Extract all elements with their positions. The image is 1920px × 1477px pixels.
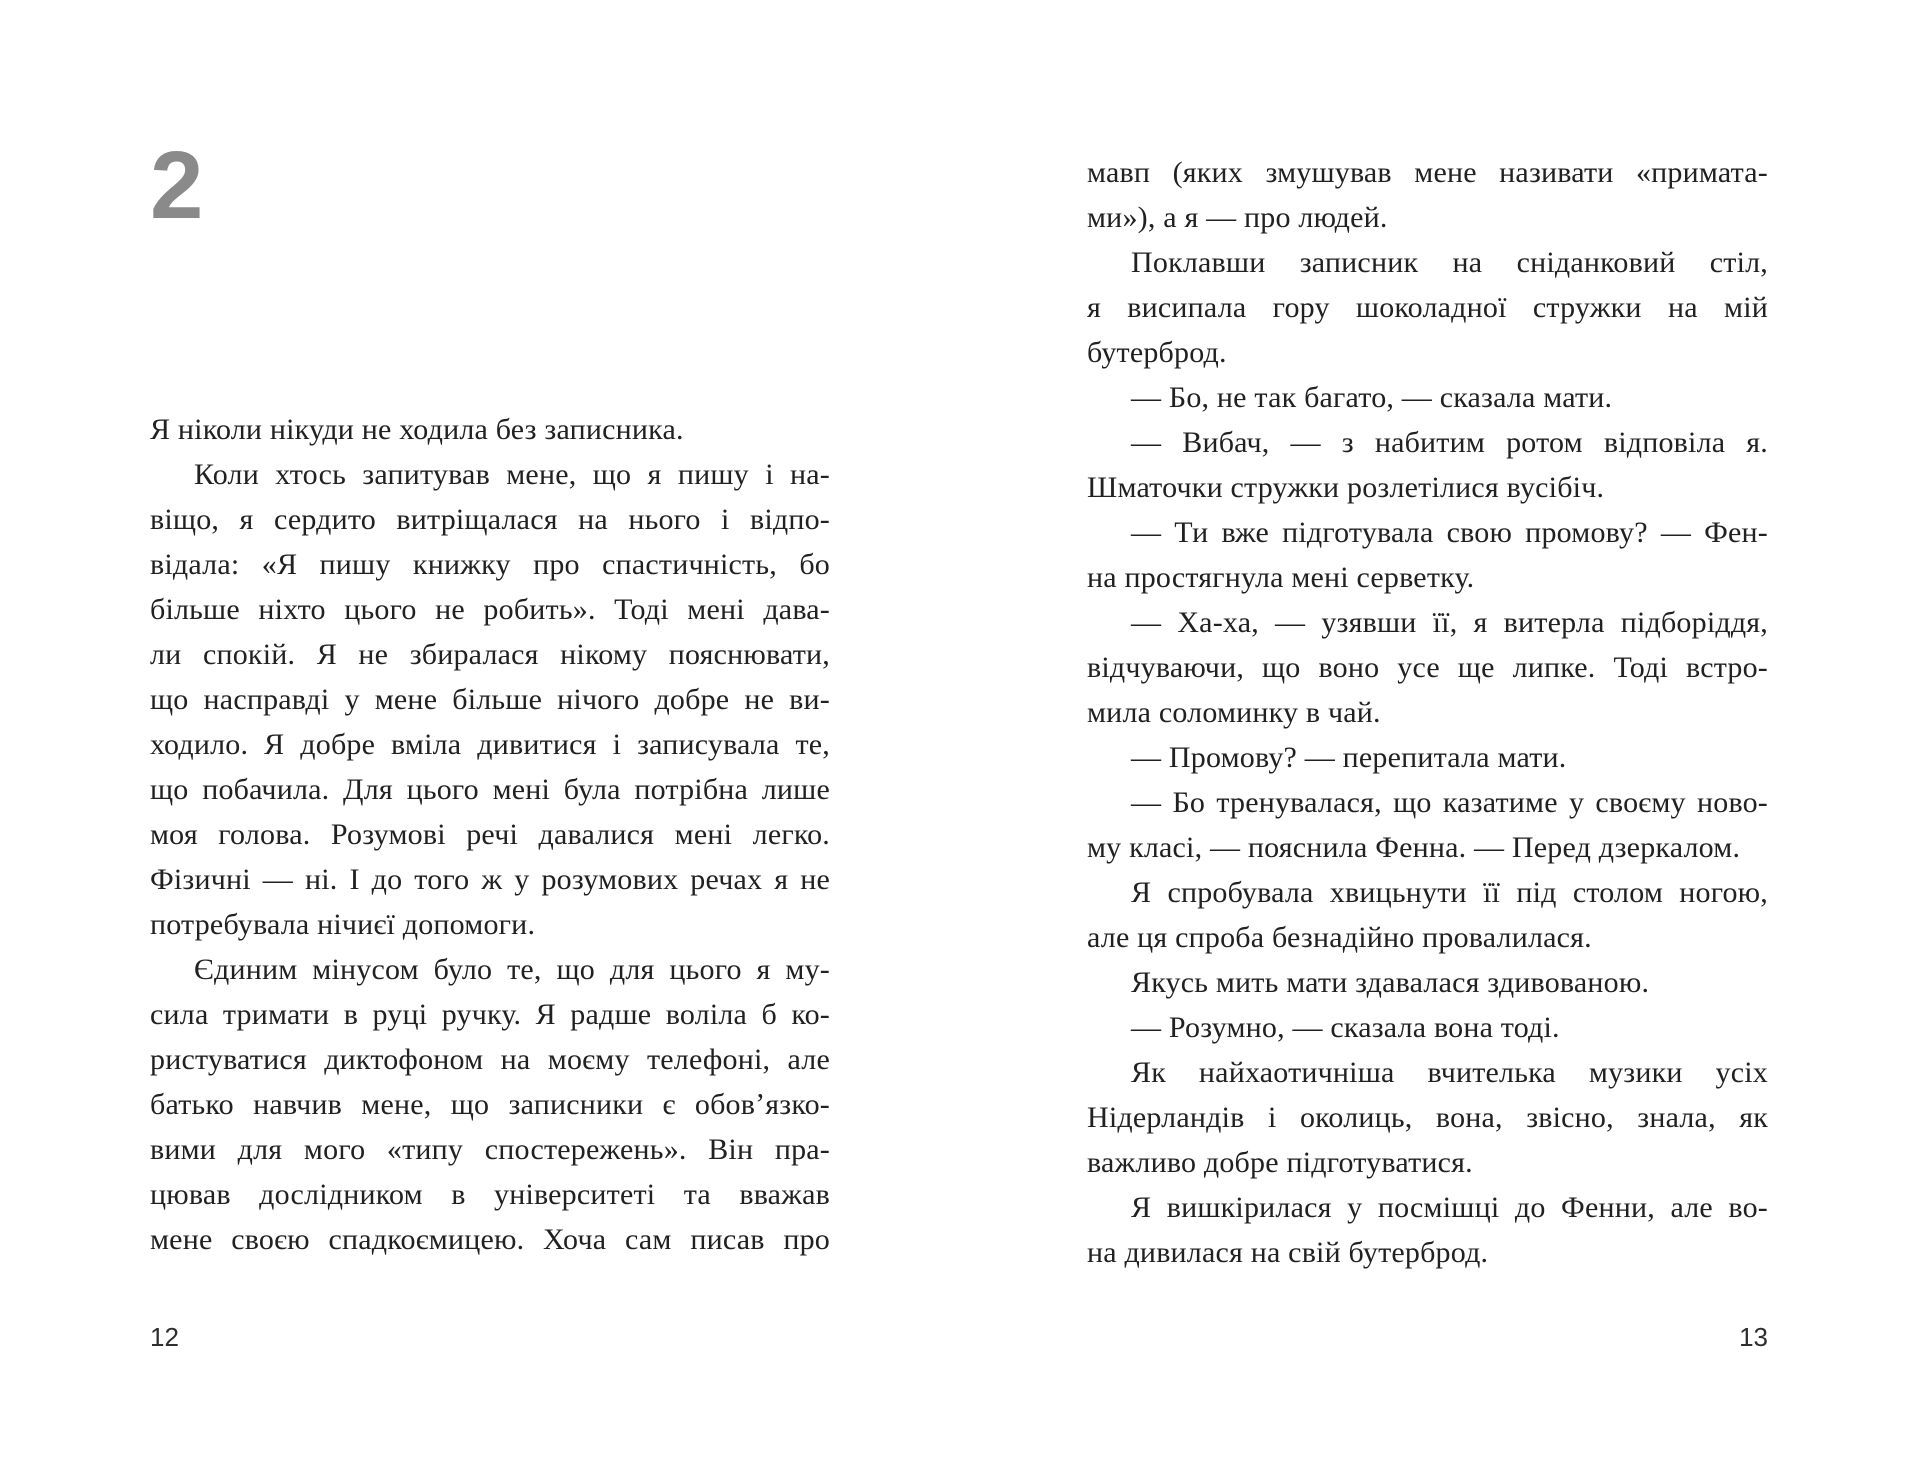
text-line: вими для мого «типу спостережень». Він пра- [150, 1133, 830, 1166]
text-line: — Бо тренувалася, що казатиме у своєму ново- [1131, 786, 1768, 819]
text-line: відчуваючи, що воно усе ще липке. Тоді встро- [1087, 651, 1768, 684]
text-line: Нідерландів і околиць, вона, звісно, знала, як [1087, 1101, 1768, 1134]
text-line: ходило. Я добре вміла дивитися і записувала те, [150, 728, 830, 761]
text-line: сила тримати в руці ручку. Я радше воліла б ко- [150, 998, 830, 1031]
text-line: відала: «Я пишу книжку про спастичність, бо [150, 548, 830, 581]
text-line: моя голова. Розумові речі давалися мені легко. [150, 818, 830, 851]
text-line: Коли хтось запитував мене, що я пишу і на- [194, 458, 830, 491]
text-line: — Вибач, — з набитим ротом відповіла я. [1131, 426, 1768, 459]
text-line: Я спробувала хвицьнути її під столом ногою, [1131, 876, 1768, 909]
right-page-text [1087, 150, 1768, 1275]
chapter-number: 2 [150, 132, 204, 239]
text-line: батько навчив мене, що записники є обовʼязко- [150, 1088, 830, 1121]
text-line: му класі, — пояснила Фенна. — Перед дзеркалом. [1087, 831, 1741, 864]
text-line: Я ніколи нікуди не ходила без записника. [150, 413, 684, 446]
text-line: потребувала нічиєї допомоги. [150, 908, 536, 941]
left-page-number: 12 [150, 1322, 179, 1352]
text-line: на простягнула мені серветку. [1087, 561, 1475, 594]
text-line: важливо добре підготуватися. [1087, 1146, 1473, 1179]
text-line: що побачила. Для цього мені була потрібна лише [150, 773, 830, 806]
text-line: — Бо, не так багато, — сказала мати. [1131, 381, 1613, 414]
text-line: Фізичні — ні. І до того ж у розумових речах я не [150, 863, 830, 896]
text-line: Якусь мить мати здавалася здивованою. [1131, 966, 1650, 999]
text-line: бутерброд. [1087, 336, 1227, 369]
text-line: Шматочки стружки розлетілися вусібіч. [1087, 471, 1605, 504]
text-line: Єдиним мінусом було те, що для цього я му- [194, 953, 830, 986]
text-line: Я вишкірилася у посмішці до Фенни, але во- [1131, 1191, 1768, 1224]
text-line: — Ха-ха, — узявши її, я витерла підборіддя, [1131, 606, 1768, 639]
text-line: ли спокій. Я не збиралася нікому пояснювати, [150, 638, 830, 671]
text-line: віщо, я сердито витріщалася на нього і відпо- [150, 503, 830, 536]
text-line: більше ніхто цього не робить». Тоді мені дава- [150, 593, 830, 626]
text-line: — Ти вже підготувала свою промову? — Фен- [1131, 516, 1768, 549]
text-line: мавп (яких змушував мене називати «примата- [1087, 156, 1768, 189]
left-page-text [150, 407, 830, 1262]
text-line: я висипала гору шоколадної стружки на мій [1087, 291, 1768, 324]
right-page-number: 13 [1739, 1322, 1768, 1352]
text-line: цював дослідником в університеті та вважав [150, 1178, 830, 1211]
text-line: Поклавши записник на сніданковий стіл, [1131, 246, 1768, 279]
text-line: — Промову? — перепитала мати. [1131, 741, 1567, 774]
text-line: ристуватися диктофоном на моєму телефоні, але [150, 1043, 830, 1076]
text-line: мене своєю спадкоємицею. Хоча сам писав про [150, 1223, 830, 1256]
text-line: — Розумно, — сказала вона тоді. [1131, 1011, 1560, 1044]
text-line: ми»), а я — про людей. [1087, 201, 1388, 234]
text-line: що насправді у мене більше нічого добре не ви- [150, 683, 830, 716]
text-line: Як найхаотичніша вчителька музики усіх [1131, 1056, 1768, 1089]
text-line: на дивилася на свій бутерброд. [1087, 1236, 1489, 1269]
text-line: але ця спроба безнадійно провалилася. [1087, 921, 1592, 954]
text-line: мила соломинку в чай. [1087, 696, 1381, 729]
